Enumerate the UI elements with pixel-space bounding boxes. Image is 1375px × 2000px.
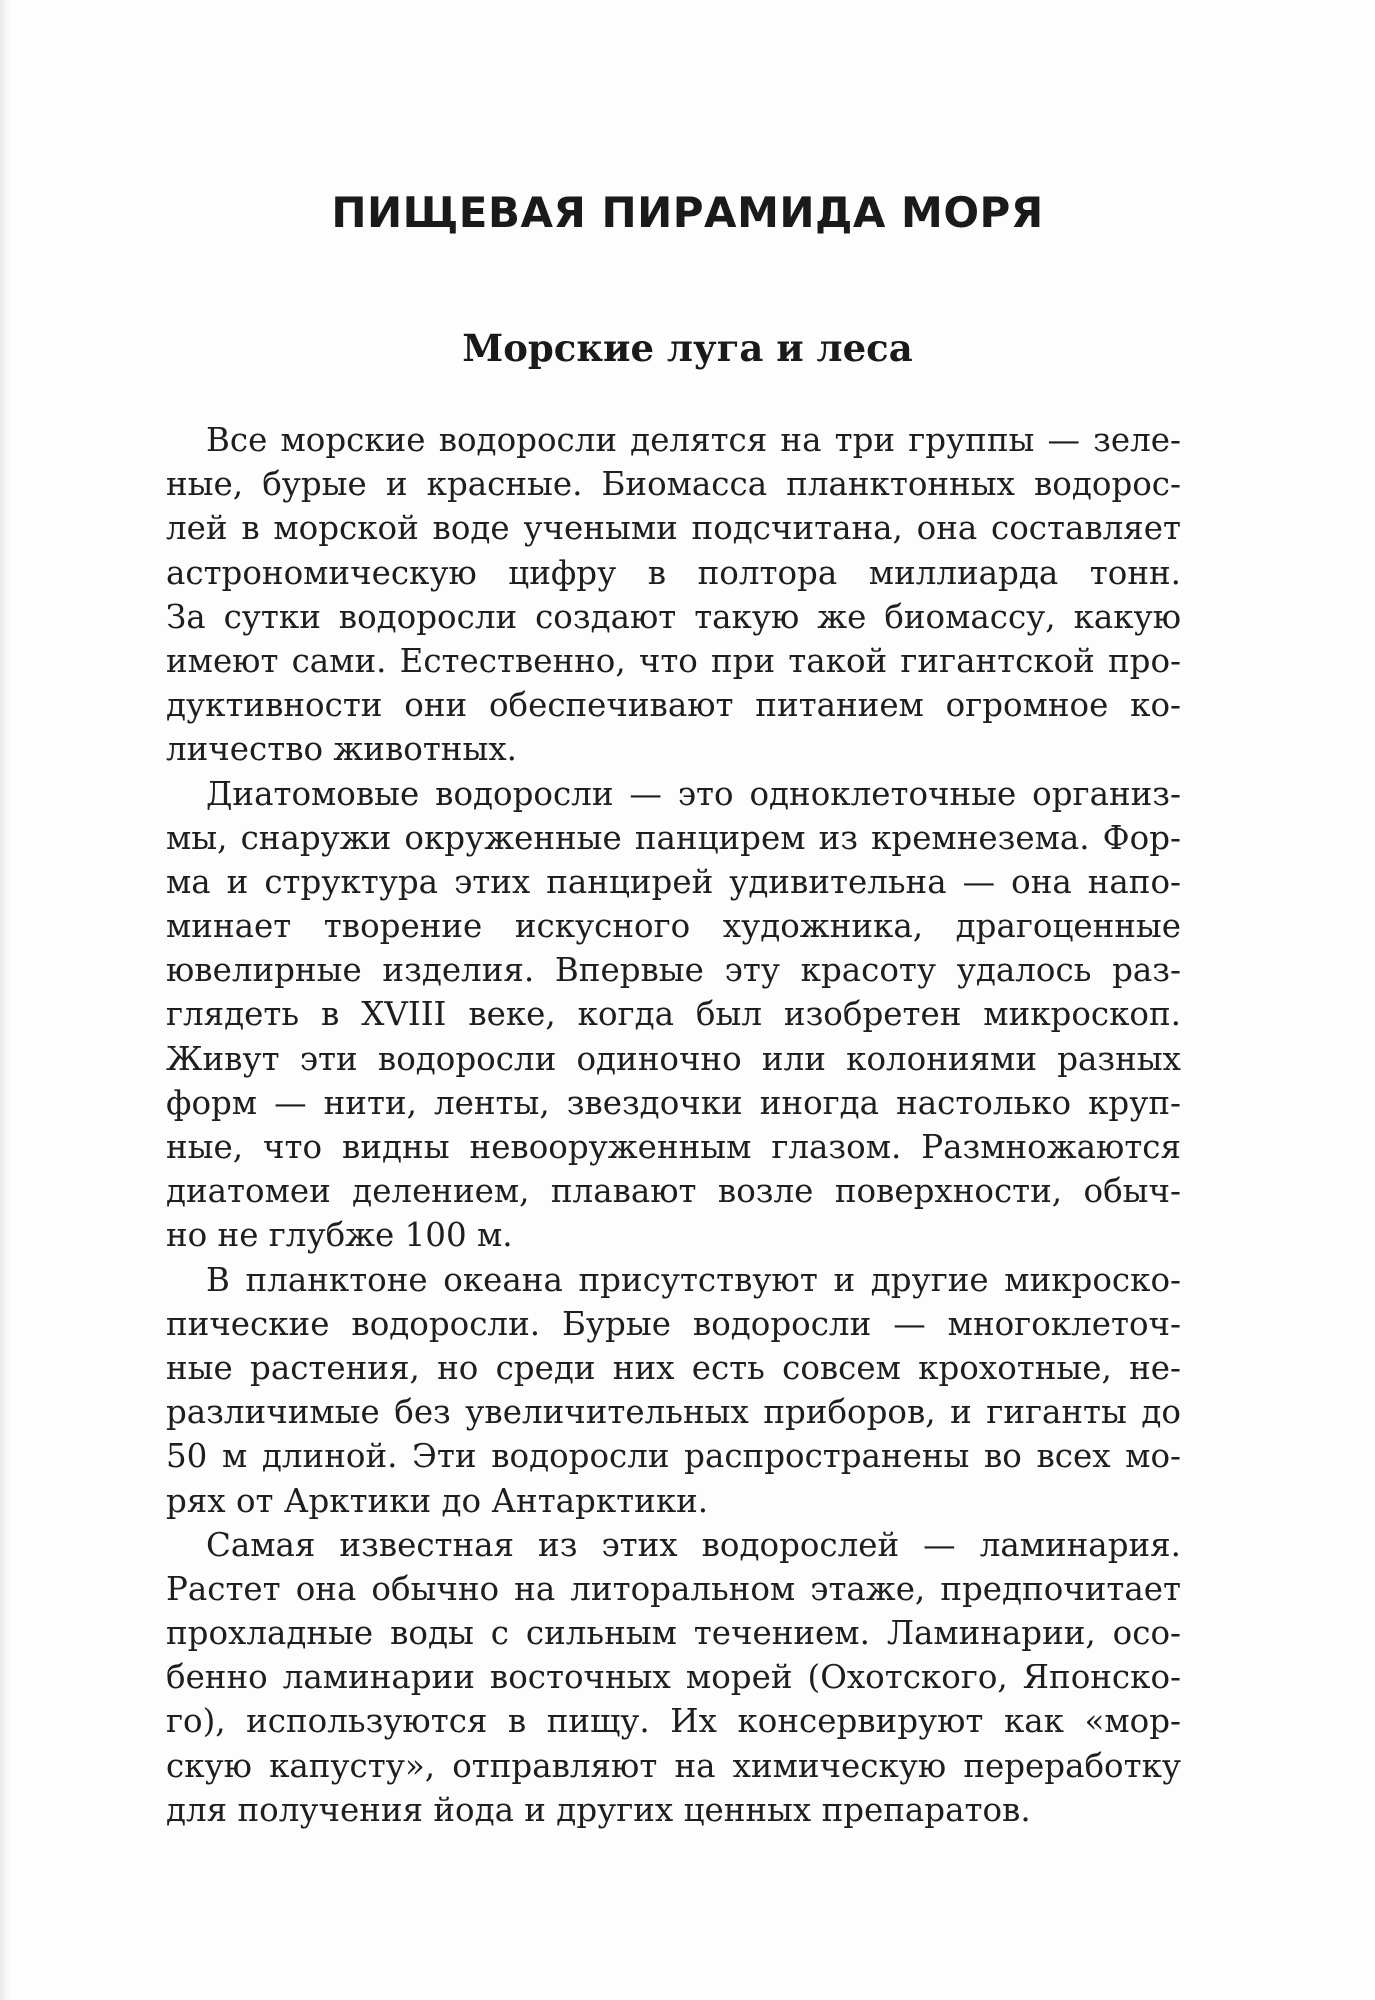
text-line: ма и структура этих панцирей удивительна — она напо- — [166, 862, 1181, 901]
text-line: рях от Арктики до Антарктики. — [166, 1481, 709, 1520]
text-line: минает творение искусного художника, драгоценные — [166, 907, 1181, 946]
text-line: го), используются в пищу. Их консервируют как «мор- — [166, 1702, 1181, 1741]
page-edge-shadow — [0, 0, 10, 2000]
text-line: форм — нити, ленты, звездочки иногда настолько круп- — [166, 1083, 1181, 1122]
text-line: диатомеи делением, плавают возле поверхности, обыч- — [166, 1172, 1181, 1211]
text-line: имеют сами. Естественно, что при такой гигантской про- — [166, 641, 1181, 680]
text-line: но не глубже 100 м. — [166, 1216, 513, 1255]
text-line: глядеть в XVIII веке, когда был изобретен микроскоп. — [166, 995, 1181, 1034]
text-line: ные, бурые и красные. Биомасса планктонных водорос- — [166, 465, 1181, 504]
text-line: астрономическую цифру в полтора миллиарда тонн. — [166, 553, 1181, 592]
text-line: пические водоросли. Бурые водоросли — многоклеточ- — [166, 1304, 1181, 1343]
text-line: Живут эти водоросли одиночно или колониями разных — [166, 1039, 1181, 1078]
text-line: для получения йода и других ценных препаратов. — [166, 1790, 1031, 1829]
text-line: мы, снаружи окруженные панцирем из кремнезема. Фор- — [166, 818, 1181, 857]
body-text — [166, 418, 1181, 1832]
text-line: различимые без увеличительных приборов, и гиганты до — [166, 1393, 1181, 1432]
text-line: дуктивности они обеспечивают питанием огромное ко- — [166, 686, 1181, 725]
text-line: прохладные воды с сильным течением. Ламинарии, осо- — [166, 1614, 1181, 1653]
text-line: лей в морской воде учеными подсчитана, она составляет — [166, 509, 1181, 548]
text-line: личество животных. — [166, 730, 517, 769]
section-subtitle: Морские луга и леса — [462, 326, 913, 370]
text-line: Растет она обычно на литоральном этаже, предпочитает — [166, 1569, 1181, 1608]
text-line: В планктоне океана присутствуют и другие микроско- — [206, 1260, 1181, 1299]
text-line: скую капусту», отправляют на химическую переработку — [166, 1746, 1181, 1785]
text-line: ные, что видны невооруженным глазом. Размножаются — [166, 1128, 1181, 1166]
text-line: 50 м длиной. Эти водоросли распространены во всех мо- — [166, 1437, 1181, 1476]
text-line: Все морские водоросли делятся на три группы — зеле- — [206, 421, 1181, 459]
text-line: ювелирные изделия. Впервые эту красоту удалось раз- — [166, 951, 1181, 990]
text-line: ные растения, но среди них есть совсем крохотные, не- — [166, 1348, 1181, 1387]
text-line: Диатомовые водоросли — это одноклеточные организ- — [206, 774, 1181, 813]
text-line: За сутки водоросли создают такую же биомассу, какую — [166, 597, 1181, 636]
chapter-title: ПИЩЕВАЯ ПИРАМИДА МОРЯ — [331, 188, 1044, 237]
text-line: бенно ламинарии восточных морей (Охотского, Японско- — [166, 1658, 1181, 1697]
text-line: Самая известная из этих водорослей — ламинария. — [206, 1525, 1181, 1564]
